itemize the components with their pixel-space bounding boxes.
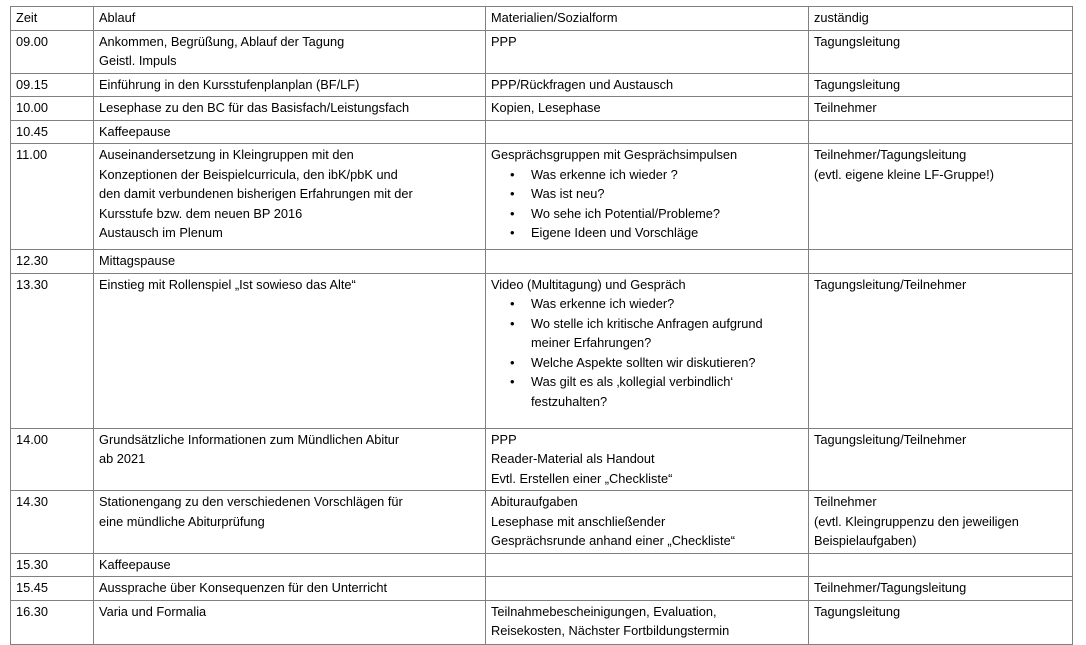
cell-ablauf [94,491,486,554]
table-row [11,30,1073,73]
cell-zeit [11,144,94,250]
time-value: 10.00 [16,100,49,115]
cell-line: Ankommen, Begrüßung, Ablauf der Tagung [99,33,345,49]
table-row [11,97,1073,121]
cell-line: Tagungsleitung/Teilnehmer [814,431,967,447]
schedule-table [10,6,1073,645]
cell-materialien [486,120,809,144]
cell-line: Einführung in den Kursstufenplanplan (BF/LF) [99,76,360,92]
cell-zustaendig [809,491,1073,554]
bullet-list [491,165,803,243]
cell-materialien [486,250,809,274]
cell-line: Gesprächsgruppen mit Gesprächsimpulsen [491,147,738,162]
cell-zeit [11,273,94,428]
cell-zustaendig [809,577,1073,601]
cell-line: Teilnehmer [814,494,877,509]
cell-materialien [486,30,809,73]
bullet-item: • Wo sehe ich Potential/Probleme? [531,204,803,224]
cell-line: Tagungsleitung/Teilnehmer [814,276,967,292]
time-value: 13.30 [16,276,49,292]
cell-zustaendig [809,144,1073,250]
cell-materialien [486,553,809,577]
cell-line: Lesephase mit anschließender [491,513,666,529]
cell-line: ab 2021 [99,451,146,466]
cell-line: Teilnehmer/Tagungsleitung [814,147,967,162]
time-value: 10.45 [16,123,49,139]
cell-zeit [11,553,94,577]
bullet-item: • Wo stelle ich kritische Anfragen aufgrund meiner Erfahrungen? [531,314,803,353]
cell-line: Austausch im Plenum [99,225,223,240]
column-header-ablauf: Ablauf [94,7,486,31]
time-value: 09.15 [16,76,49,92]
column-header-zustaendig: zuständig [809,7,1073,31]
cell-zustaendig [809,30,1073,73]
cell-line: Abituraufgaben [491,494,578,509]
cell-ablauf [94,273,486,428]
cell-zeit [11,491,94,554]
cell-zustaendig [809,600,1073,644]
cell-zustaendig [809,73,1073,97]
cell-line: PPP [491,33,517,49]
cell-zeit [11,120,94,144]
cell-zustaendig [809,428,1073,491]
cell-line: Reisekosten, Nächster Fortbildungstermin [491,623,730,638]
bullet-item: • Welche Aspekte sollten wir diskutieren? [531,353,803,373]
cell-ablauf [94,600,486,644]
time-value: 15.45 [16,580,49,595]
cell-ablauf [94,30,486,73]
cell-ablauf [94,144,486,250]
cell-zustaendig [809,120,1073,144]
cell-line: Lesephase zu den BC für das Basisfach/Leistungsfach [99,100,410,115]
bullet-item: • Was erkenne ich wieder ? [531,165,803,185]
header-row [11,7,1073,31]
cell-materialien [486,600,809,644]
time-value: 11.00 [16,147,48,162]
cell-line: Geistl. Impuls [99,53,177,68]
cell-line: Teilnehmer [814,100,877,115]
table-row [11,600,1073,644]
cell-materialien [486,73,809,97]
cell-line: (evtl. eigene kleine LF-Gruppe!) [814,166,994,182]
cell-ablauf [94,97,486,121]
cell-line: Teilnahmebescheinigungen, Evaluation, [491,603,717,619]
cell-zeit [11,577,94,601]
cell-line: den damit verbundenen bisherigen Erfahrungen mit der [99,186,413,201]
cell-line: Reader-Material als Handout [491,451,655,466]
table-row [11,577,1073,601]
cell-line: Teilnehmer/Tagungsleitung [814,580,967,595]
table-row [11,250,1073,274]
cell-line: Mittagspause [99,253,176,268]
cell-zustaendig [809,273,1073,428]
table-row [11,73,1073,97]
cell-line: Einstieg mit Rollenspiel „Ist sowieso das Alte“ [99,276,356,292]
time-value: 15.30 [16,556,49,572]
cell-line: Aussprache über Konsequenzen für den Unterricht [99,580,388,595]
cell-line: Kaffeepause [99,123,171,139]
cell-materialien [486,491,809,554]
cell-line: Kursstufe bzw. dem neuen BP 2016 [99,205,303,221]
table-row [11,144,1073,250]
cell-materialien [486,273,809,428]
cell-line: PPP [491,431,517,447]
cell-zeit [11,428,94,491]
table-row [11,120,1073,144]
cell-line: Kopien, Lesephase [491,100,601,115]
bullet-item: • Was erkenne ich wieder? [531,294,803,314]
cell-ablauf [94,428,486,491]
cell-line: Beispielaufgaben) [814,533,917,548]
cell-ablauf [94,250,486,274]
cell-zeit [11,97,94,121]
table-row [11,428,1073,491]
time-value: 14.00 [16,431,49,447]
cell-line: Konzeptionen der Beispielcurricula, den ibK/pbK und [99,166,398,182]
bullet-item: • Was gilt es als ‚kollegial verbindlich‘ festzuhalten? [531,372,803,411]
time-value: 12.30 [16,253,49,268]
table-row [11,273,1073,428]
table-row [11,491,1073,554]
cell-line: Varia und Formalia [99,603,207,619]
bullet-item: • Eigene Ideen und Vorschläge [531,223,803,243]
cell-zeit [11,600,94,644]
cell-zustaendig [809,250,1073,274]
cell-line: Tagungsleitung [814,76,901,92]
cell-line: Grundsätzliche Informationen zum Mündlichen Abitur [99,431,400,447]
cell-line: Gesprächsrunde anhand einer „Checkliste“ [491,533,735,548]
time-value: 16.30 [16,603,49,619]
cell-line: Video (Multitagung) und Gespräch [491,276,686,292]
table-header [11,7,1073,31]
cell-ablauf [94,120,486,144]
cell-materialien [486,97,809,121]
time-value: 09.00 [16,33,49,49]
cell-ablauf [94,577,486,601]
cell-line: Evtl. Erstellen einer „Checkliste“ [491,470,673,486]
bullet-list [491,294,803,411]
cell-line: eine mündliche Abiturprüfung [99,513,265,529]
cell-materialien [486,428,809,491]
cell-line: PPP/Rückfragen und Austausch [491,76,674,92]
cell-materialien [486,144,809,250]
cell-ablauf [94,553,486,577]
table-row [11,553,1073,577]
cell-zeit [11,73,94,97]
cell-zustaendig [809,97,1073,121]
table-body [11,30,1073,644]
column-header-materialien: Materialien/Sozialform [486,7,809,31]
cell-line: Tagungsleitung [814,603,901,619]
cell-zeit [11,250,94,274]
cell-zeit [11,30,94,73]
cell-line: Kaffeepause [99,556,171,572]
cell-line: (evtl. Kleingruppenzu den jeweiligen [814,513,1019,529]
cell-zustaendig [809,553,1073,577]
cell-ablauf [94,73,486,97]
cell-line: Auseinandersetzung in Kleingruppen mit den [99,147,354,162]
column-header-zeit: Zeit [11,7,94,31]
time-value: 14.30 [16,494,49,509]
cell-line: Stationengang zu den verschiedenen Vorschlägen für [99,494,403,509]
cell-line: Tagungsleitung [814,33,901,49]
cell-materialien [486,577,809,601]
bullet-item: • Was ist neu? [531,184,803,204]
